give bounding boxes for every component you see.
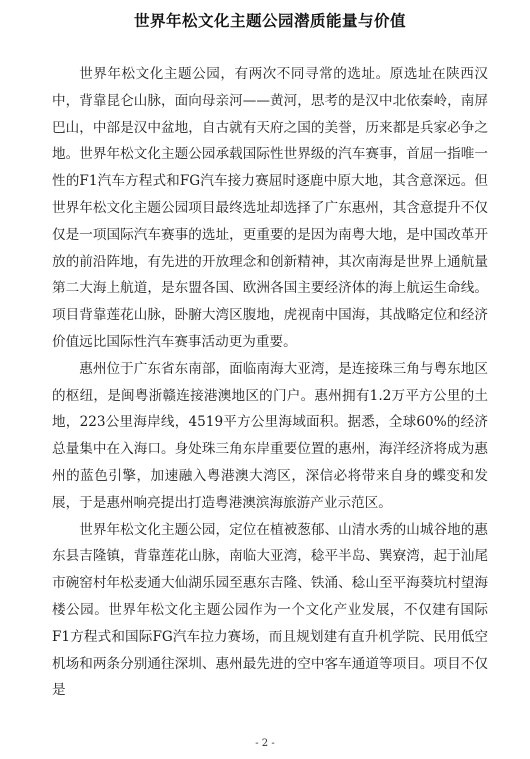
page-number: - 2 -: [255, 738, 275, 749]
paragraph-2: 惠州位于广东省东南部，面临南海大亚湾，是连接珠三角与粤东地区的枢纽，是闽粤浙赣连接港澳地区的门户。惠州拥有1.2万平方公里的土地，223公里海岸线，4519平方公里海域面积。据悉，全球60%的经济总量集中在入海口。身处珠三角东岸重要位置的惠州，海洋经济将成为惠州的蓝色引擎，加速融入粤港澳大湾区，深信必将带来自身的蝶变和发展，于是惠州响亮提出打造粤港澳滨海旅游产业示范区。: [52, 360, 488, 511]
paragraph-1: 世界年松文化主题公园，有两次不同寻常的选址。原选址在陕西汉中，背靠昆仑山脉，面向母亲河——黄河，思考的是汉中北依秦岭，南屏巴山，中部是汉中盆地，自古就有天府之国的美誉，历来都是兵家必争之地。世界年松文化主题公园承载国际性世界级的汽车赛事，首屈一指唯一性的F1汽车方程式和FG汽车接力赛屈时逐鹿中原大地，其含意深远。但世界年松文化主题公园项目最终选址却选择了广东惠州，其含意提升不仅仅是一项国际汽车赛事的选址，更重要的是因为南粤大地，是中国改革开放的前沿阵地，有先进的开放理念和创新精神，其次南海是世界上通航量第二大海上航道，是东盟各国、欧洲各国主要经济体的海上航运生命线。项目背靠莲花山脉，卧腑大湾区腹地，虎视南中国海，其战略定位和经济价值远比国际性汽车赛事活动更为重要。: [52, 66, 488, 350]
paragraph-3: 世界年松文化主题公园，定位在植被葱郁、山清水秀的山城谷地的惠东县吉隆镇，背靠莲花山脉，南临大亚湾，稔平半岛、巽寮湾，起于汕尾市碗窑村年松麦通大仙湖乐园至惠东吉隆、铁涌、稔山至平海葵坑村望海楼公园。世界年松文化主题公园作为一个文化产业发展，不仅建有国际F1方程式和国际FG汽车拉力赛场，而且规划建有直升机学院、民用低空机场和两条分别通往深圳、惠州最先进的空中客车通道等项目。项目不仅是: [52, 521, 488, 699]
document-body: [52, 61, 488, 704]
document-title: 世界年松文化主题公园潜质能量与价值: [133, 12, 406, 30]
